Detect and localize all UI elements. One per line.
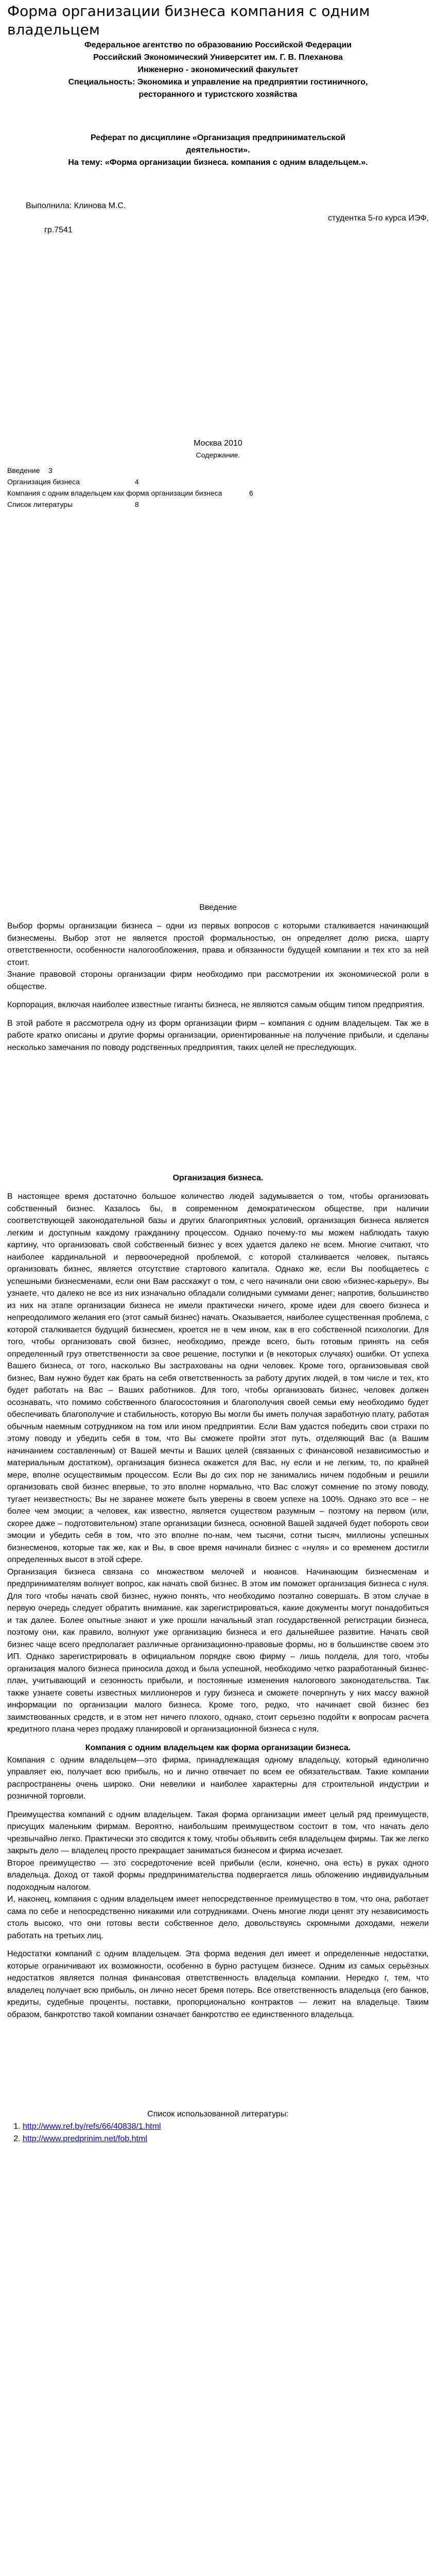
- agency-line: Федеральное агентство по образованию Российской Федерации: [84, 41, 352, 49]
- paragraph: Второе преимущество — это сосредоточение всей прибыли (если, конечно, она есть) в руках одного владельца. Доход от такой формы предпринимательства подвергается лишь обложению индивидуальным подоходным налогом.: [7, 1858, 429, 1892]
- document-title: Форма организации бизнеса компания с одним владельцем: [7, 3, 370, 38]
- student-course: студентка 5-го курса ИЭФ,: [328, 213, 429, 223]
- report-subject: [7, 132, 429, 169]
- organization-section: [7, 1172, 429, 1736]
- paragraph: Недостатки компаний с одним владельцем. Эта форма ведения дел имеет и определенные недостатки, которые ограничивают их возможности, особенно в бурно растущем бизнесе. Одним из самых серьёзных недостатков является полная финансовая ответственность владельца компании. Нередко г, тем, что владелец получает всю прибыль, он лично несет бремя потерь. Все ответственность владельца (его банков, кредиты, судебные проценты, поставки, пропорционально контрактов — лежит на владельце. Таким образом, банкротство такой компании означает банкротство ее единственного владельца.: [7, 1950, 429, 2019]
- toc-item-page: 3: [48, 466, 53, 474]
- toc-item-page: 6: [249, 489, 253, 497]
- report-discipline: Реферат по дисциплине «Организация предпринимательской: [90, 133, 346, 142]
- introduction-heading: Введение: [199, 903, 237, 912]
- toc-item[interactable]: [7, 487, 429, 499]
- reference-item: [23, 2121, 429, 2133]
- references-list: [7, 2121, 429, 2145]
- paragraph: В настоящее время достаточно большое количество людей задумывается о том, чтобы организовать собственный бизнес. Казалось бы, в современном демократическом обществе, при наличии соответствующей законодательной базы и других благоприятных условий, организация бизнеса является легким и доступным каждому гражданину процессом. Однако почему-то мы можем наблюдать такую картину, что организовать свой собственный бизнес у всех удается далеко не всем. Многие считают, что наиболее кардинальной и первоочередной проблемой, с которой сталкивается человек, пытаясь организовать бизнес, является отсутствие стартового капитала. Однако же, если Вы пообщаетесь с успешными бизнесменами, если они Вам расскажут о том, с чего начинали они свою «бизнес-карьеру». Вы узнаете, что далеко не все из них изначально обладали солидными суммами денег; напротив, большинство из них на этапе организации бизнеса не имели практически ничего, кроме идеи для своего бизнеса и непреодолимого желания его (этот самый бизнес) начать. Оказывается, наиболее существенная проблема, с которой сталкивается будущий бизнесмен, кроется не в чем ином, как в его собственной психологии. Для того, чтобы организовать свой бизнес, необходимо, прежде всего, быть готовым принять на себя определенный груз ответственности за свое решение, поступки и (в некоторых случаях) ошибки. От успеха Вашего бизнеса, от того, насколько Вы застрахованы на одни человек. Кроме того, организовывая свой бизнес, Вам нужно будет как брать на себя ответственность за работу других людей, в том числе и тех, кто будет работать на Вас – Ваших работников. Для того, чтобы организовать бизнес, человек должен осознавать, что помимо собственного благосостояния и благополучия своей семьи ему необходимо будет обеспечивать благополучие и стабильность, которую Вы могли бы иметь получая заработную плату, работая обычным наемным сотрудником на том или ином предприятии. Если Вам удастся победить свои страхи по этому поводу и убедить себя в том, что Вы сможете пройти этот путь, отделяющий Вас (а Вашим начинанием составленным) от Вашей мечты и Ваших целей (связанных с финансовой независимостью и материальным достатком), организация бизнеса окажется для Вас, ну если и не легким, то, по крайней мере, вполне осуществимым процессом. Если Вы до сих пор не занимались ничем подобным и решили организовать свой бизнес впервые, то это вполне нормально, что Вас сложут сомнение по этому поводу, тугает неизвестность; Вы не заранее можете быть уверены в своем успехе на 100%. Однако это все – не более чем эмоции; а человек, как известно, является существом разумным – поэтому на первом (или, скорее даже – подготовительном) этапе организации бизнеса, основной Вашей задачей будет побороть свои эмоции и убедить себя в том, что это вполне по-нам, чем тысячи, сотни тысяч, миллионы успешных бизнесменов, которые так же, как и Вы, в свое время начинали бизнес с «нуля» и со временем достигли определенных высот в этой сфере.: [7, 1192, 429, 1564]
- student-group: гр.7541: [44, 226, 73, 234]
- title-page-header: [7, 39, 429, 101]
- introduction-section: [7, 902, 429, 1054]
- faculty-line: Инженерно - экономический факультет: [137, 65, 299, 74]
- paragraph: Преимущества компаний с одним владельцем. Такая форма организации имеет целый ряд преимуществ, присущих маленьким фирмам. Вероятно, наибольшим преимуществом состоит в том, что начать дело чрезвычайно легко. Практически это сводится к тому, чтобы объявить себя владельцем фирмы. Так же легко закрыть дело — владелец просто прекращает заниматься бизнесом и фирма исчезает.: [7, 1810, 429, 1855]
- university-line: Российский Экономический Университет им. Г. В. Плеханова: [93, 53, 343, 62]
- toc-item-title: Список литературы: [7, 500, 73, 509]
- toc-item[interactable]: [7, 465, 429, 476]
- author-name: Выполнила: Клинова М.С.: [26, 201, 126, 210]
- toc-item[interactable]: [7, 499, 429, 510]
- reference-link[interactable]: http://www.ref.by/refs/66/40838/1.html: [23, 2122, 161, 2131]
- paragraph: Компания с одним владельцем—это фирма, принадлежащая одному владельцу, который единолично управляет ею, получает всю прибыль, но и лично отвечает по всем ее обязательствам. Такие компании распространены очень широко. Они невелики и наиболее характерны для строительной индустрии и розничной торговли.: [7, 1755, 429, 1801]
- toc-item-page: 4: [135, 478, 139, 486]
- paragraph: Организация бизнеса связана со множеством мелочей и нюансов. Начинающим бизнесменам и предпринимателям волнует вопрос, как начать свой бизнес. В этом им поможет организация бизнеса с нуля. Для того чтобы начать свой бизнес, нужно понять, что необходимо поэтапно совершать. В этом случае в первую очередь следует обратить внимание, как зарегистрироваться, какие документы могут понадобиться и так далее. Более опытные знают и уже прошли начальный этап государственной регистрации бизнеса, поэтому они, как правило, волнуют уже организацию бизнеса и его дальнейшее развитие. Начать свой бизнес чаще всего предполагает различные организационно-правовые формы, но в большинстве своем это ИП. Однако зарегистрировать в официальном порядке свою фирму – лишь полдела, для того, чтобы организация малого бизнеса приносила доход и была успешной, необходимо четко разработанный бизнес-план, учитывающий и сезонность прибыли, и постоянные изменения налогового законодательства. Так также узнаете советы известных миллионеров и гуру бизнеса и сможете почерпнуть у них массу важной информации по организации малого бизнеса. Кроме того, редко, что начинает свой бизнес без заимствованных средств, и в этом нет ничего плохого, однако, стоит серьезно подойти к вопросам расчета кредитного плана через продажу планировой и организационной бизнеса с нуля.: [7, 1567, 429, 1734]
- toc-item-title: Компания с одним владельцем как форма организации бизнеса: [7, 489, 222, 497]
- paragraph: Знание правовой стороны организации фирм необходимо при рассмотрении их экономической роли в обществе.: [7, 970, 429, 991]
- paragraph: Корпорация, включая наиболее известные гиганты бизнеса, не являются самым общим типом предприятия.: [7, 1001, 425, 1009]
- paragraph: В этой работе я рассмотрела одну из форм организации фирм – компания с одним владельцем. Так же в работе кратко описаны и другие формы организации, ориентированные на получение прибыли, и сделаны несколько замечания по поводу родственных предприятия, таких целей не преследующих.: [7, 1019, 429, 1052]
- toc-item-page: 8: [135, 500, 139, 509]
- references-heading: Список использованной литературы:: [147, 2110, 289, 2119]
- city-year: Москва 2010: [194, 438, 242, 448]
- table-of-contents: [7, 461, 429, 510]
- toc-heading: Содержание.: [196, 451, 240, 459]
- paragraph: Выбор формы организации бизнеса – одни из первых вопросов с которыми сталкивается начинающий бизнесмены. Выбор этот не является простой формальностью, он определяет долю риска, шарту ответственности, особенности налогообложения, права и обязанности будущей компании и тех кто за ней стоит.: [7, 922, 429, 967]
- sole-proprietorship-section: [7, 1742, 429, 2021]
- specialty-line-2: ресторанного и туристского хозяйства: [138, 90, 298, 99]
- report-topic: На тему: «Форма организации бизнеса. компания с одним владельцем.».: [68, 158, 368, 167]
- toc-item-title: Введение: [7, 466, 40, 474]
- toc-item-title: Организация бизнеса: [7, 478, 80, 486]
- reference-link[interactable]: http://www.predprinim.net/fob.html: [23, 2134, 147, 2143]
- author-block: [7, 200, 429, 236]
- organization-heading: Организация бизнеса.: [172, 1174, 264, 1182]
- references-section: [7, 2108, 429, 2145]
- specialty-line: Специальность: Экономика и управление на предприятии гостиничного,: [68, 78, 368, 87]
- paragraph: И, наконец, компания с одним владельцем имеет непосредственное преимущество в том, что она, работает сама по себе и непосредственно никакими или сотрудниками. Очень многие люди ценят эту независимость столь высоко, что они готовы вести собственное дело, довольствуясь скромными доходами, нежели работать на третьих лиц.: [7, 1895, 429, 1940]
- sole-proprietorship-heading: Компания с одним владельцем как форма организации бизнеса.: [85, 1743, 351, 1752]
- report-discipline-cont: деятельности».: [186, 146, 250, 155]
- toc-item[interactable]: [7, 476, 429, 487]
- reference-item: [23, 2133, 429, 2145]
